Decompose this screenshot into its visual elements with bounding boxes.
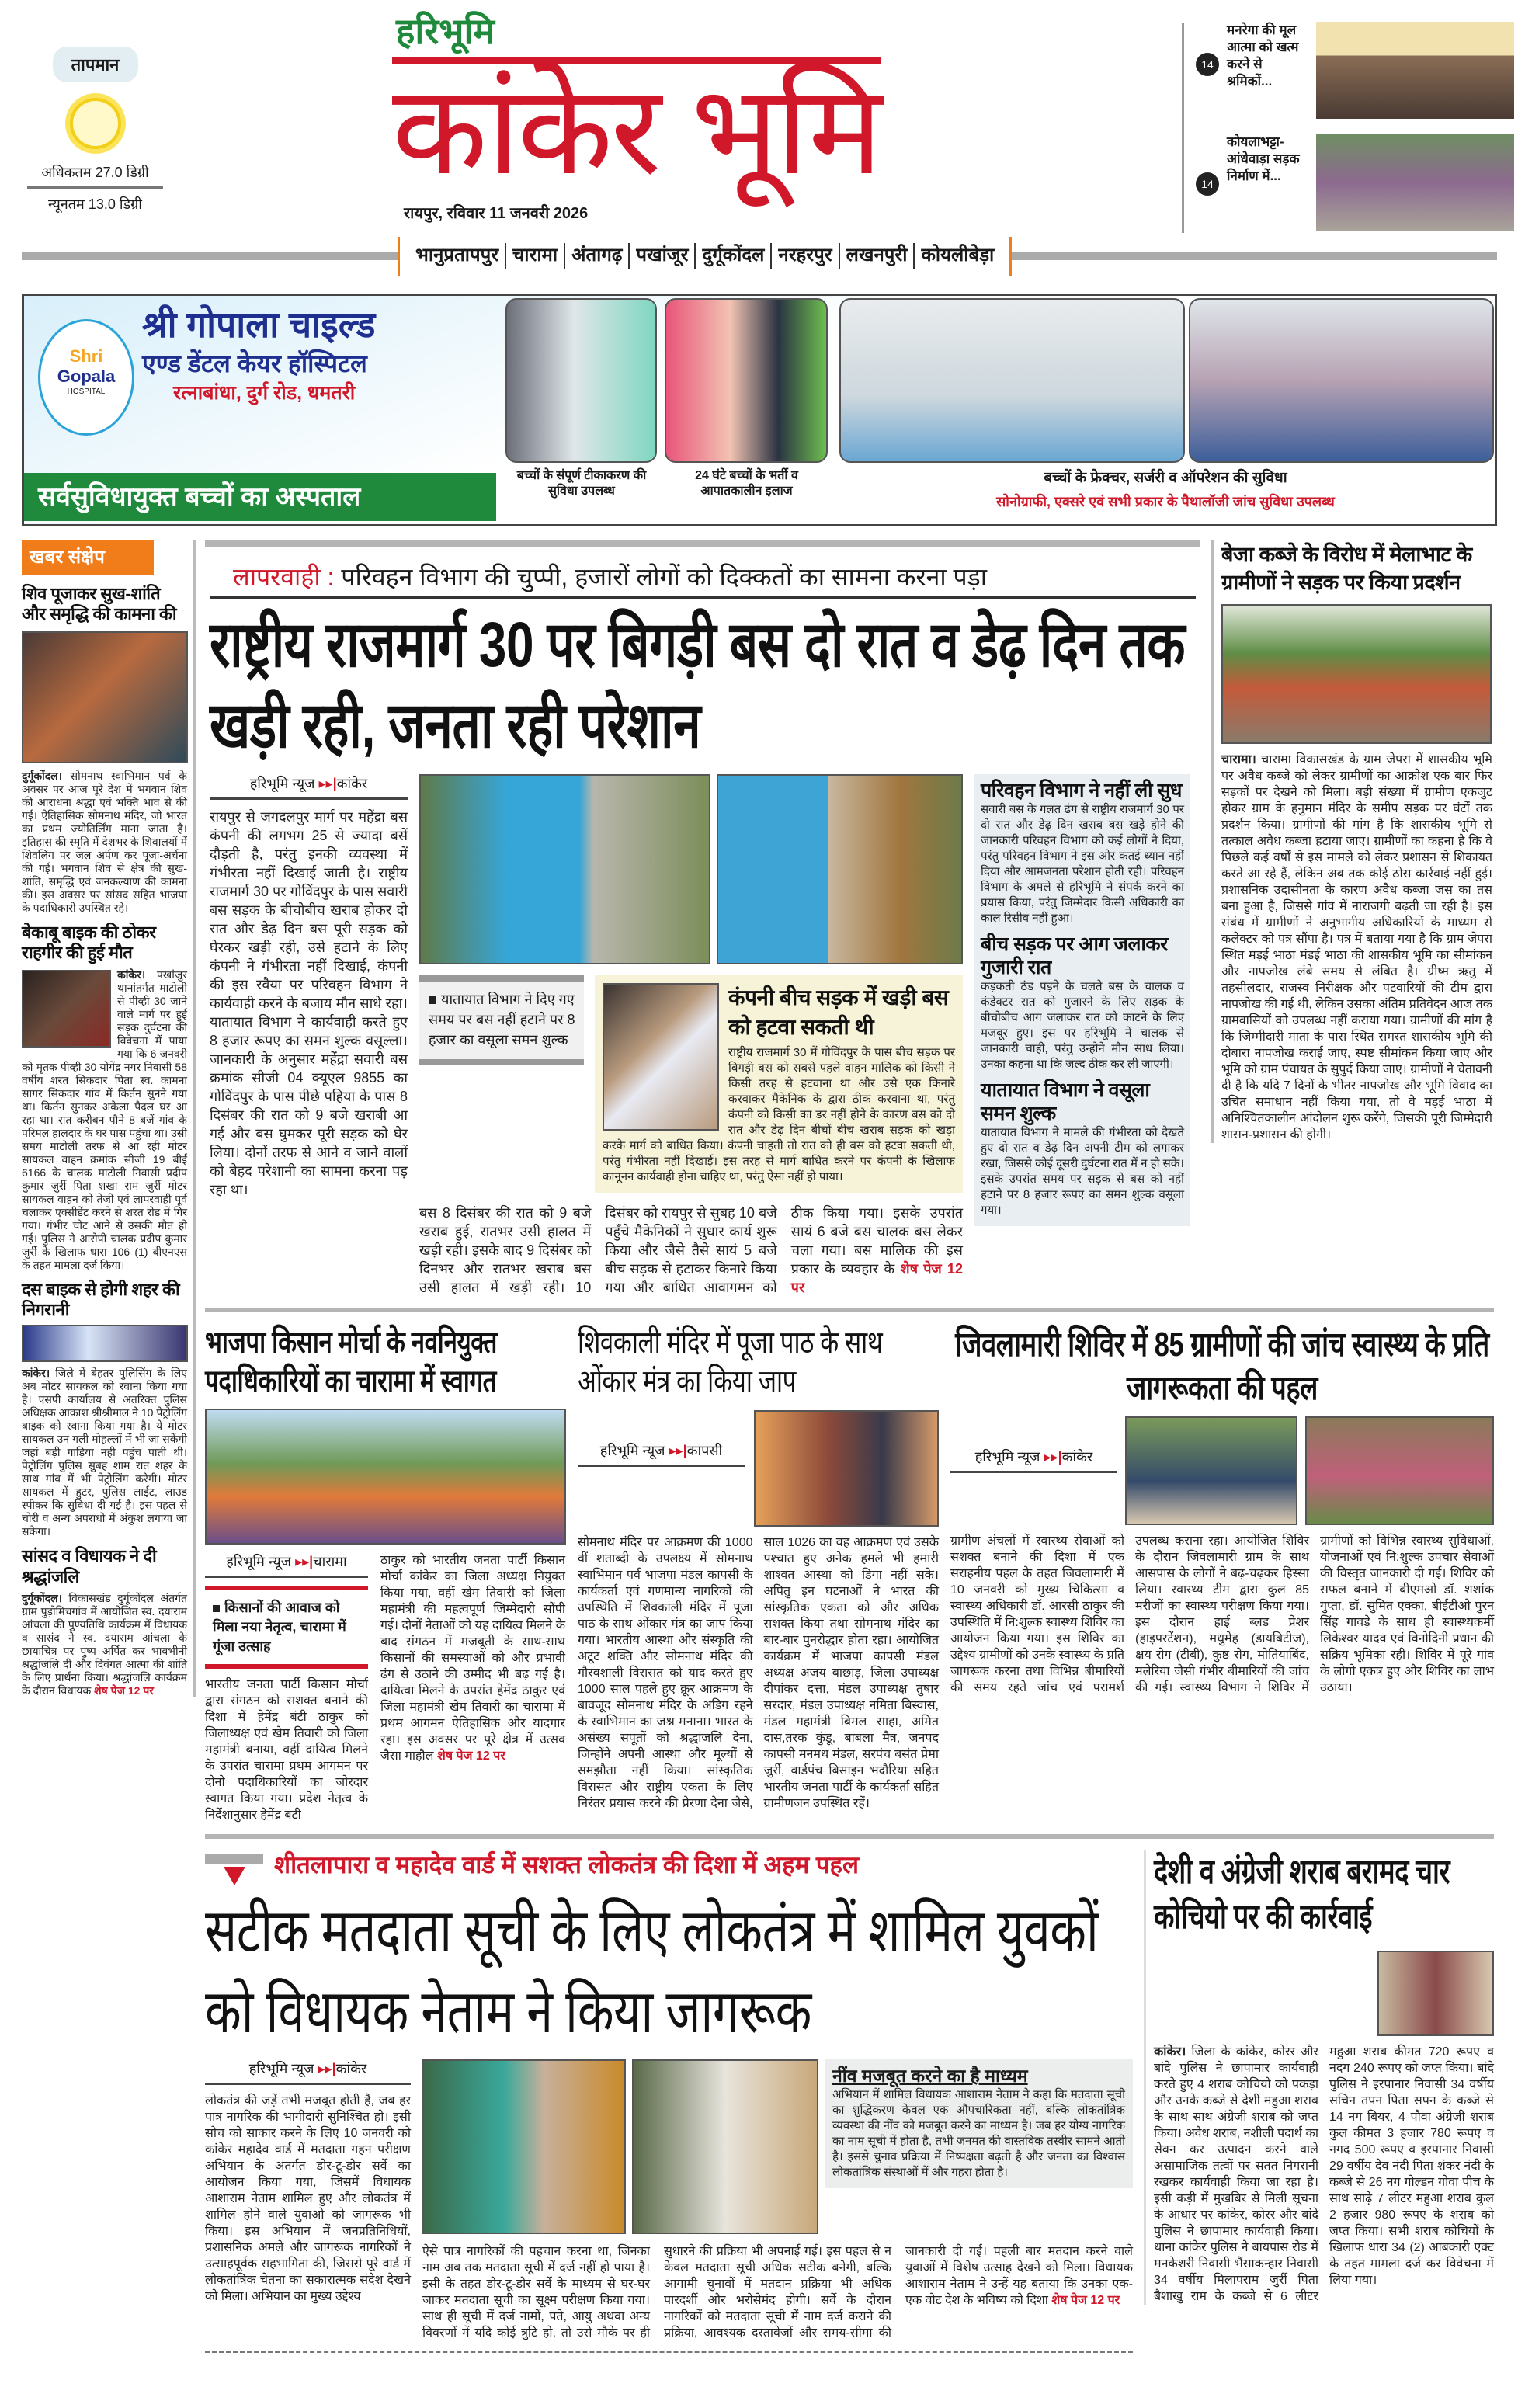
- ad-photo-vaccination: [505, 298, 657, 463]
- teaser-text: कोयलाभट्टा-आंधेवाड़ा सड़क निर्माण में...: [1227, 134, 1300, 183]
- arrow-icon: ▸▸|: [669, 1443, 687, 1458]
- photo-protest: [1221, 604, 1492, 744]
- voter-column-1: हरिभूमि न्यूज ▸▸|कांकेर लोकतंत्र की जड़ें तभी मजबूत होती हैं, जब हर पात्र नागरिक की भागीदारी सुनिश्चित हो। इसी सोच को साकार करने के लिए 10 जनवरी को कांकेर महादेव वार्ड में मतदाता गहन परीक्षण अभियान के अंतर्गत डोर-टू-डोर सर्वे का आयोजन किया गया, जिसमें विधायक आशाराम नेताम शामिल हुए और लोकतंत्र में शामिल होने वाले युवाओ को जागरूक भी किया। इस अभियान में जनप्रतिनिधियों, प्रशासनिक अमले और जागरूक नागरिकों ने उत्साहपूर्वक सहभागिता की, जिससे पूरे वार्ड में लोकतांत्रिक चेतना का सकारात्मक संदेश देखने को मिला। अभियान का मुख्य उद्देश्य: [205, 2061, 411, 2303]
- max-temp: अधिकतम 27.0 डिग्री: [27, 163, 163, 189]
- brief-photo-bikes: [22, 1325, 188, 1362]
- main-area: [205, 540, 1494, 2353]
- sun-icon: [70, 98, 121, 149]
- lead-body: रायपुर से जगदलपुर मार्ग पर महेंद्रा बस कंपनी की लगभग 25 से ज्यादा बसें दौड़ती है, परंतु इनकी व्यवस्था में गंभीरता नहीं दिखाई जाती है। राष्ट्रीय राजमार्ग 30 पर गोविंदपुर के पास सवारी बस सड़क के बीचोबीच खराब होकर दो रात और डेढ़ दिन बस पूरी सड़क को घेरकर खड़ी रही, उसे हटाने के लिए कंपनी ने गंभीरता नहीं दिखाई, कंपनी की इस रवैया पर परिवहन विभाग ने कार्यवाही करने के बजाय मौन साधे रहा। यातायात विभाग ने कार्यवाही करते हुए 8 हजार रूपए का समन शुल्क वसूल्ला। जानकारी के अनुसार महेंद्रा सवारी बस क्रमांक सीजी 04 क्यूएल 9855 का गोविंदपुर के पास पीछे पहिया के पास 8 दिसंबर की रात को 9 बजे खराबी आ गई और बस घुमकर पूरी सड़क को घेर लिया। दोनों तरफ से आने व जाने वालों को बेहद परेशानी का सामना करना पड़ रहा था।: [210, 809, 408, 1197]
- photo-arrested: [1377, 1951, 1494, 2036]
- brief-text: पखांजुर थानांतर्गत माटोली से पीव्ही 30 जाने वाले मार्ग पर हुई सड़क दुर्घटना की विवेचना में पाया गया कि 6 जनवरी को मृतक पीव्ही 30 योगेंद्र नगर निवासी 58 वर्षीय शरत सिकदार पिता स्व. कामना सागर सिकदार गांव में किर्तन सुनने गया था। किर्तन सुनकर अकेला पैदल घर आ रहा था। रात करीबन पौने 8 बजें गांव के परिमल हालदार के घर पास पहुंचा था। उसी समय माटोली तरफ से आ रही मोटर सायकल वाहन क्रमांक सीजी 19 बीई 6166 के चालक माटोली निवासी प्रदीप कुमार जुर्री पिता शखा राम जुर्री मोटर सायकल वाहन को तेजी एवं लापरवाही पूर्व चलाकर एक्सीडेंट करने से शरत रोड में गिर गया। गंभीर चोट आने से उसकी मौत हो गई। पुलिस ने आरोपी चालक प्रदीप कुमार जुर्री के खिलाफ धारा 106 (1) बीएनएस के तहत मामला दर्ज किया।: [22, 968, 187, 1271]
- arrow-icon: ▸▸|: [1044, 1449, 1062, 1465]
- dateline: रायपुर, रविवार 11 जनवरी 2026: [404, 205, 589, 222]
- story-title: भाजपा किसान मोर्चा के नवनियुक्त पदाधिकारियों का चारामा में स्वागत: [205, 1326, 498, 1399]
- bullet-icon: [429, 996, 436, 1004]
- ad-caption-red: सोनोग्राफी, एक्सरे एवं सभी प्रकार के पैथालॉजी जांच सुविधा उपलब्ध: [996, 494, 1335, 509]
- location[interactable]: अंतागढ़: [565, 243, 630, 269]
- weather-box: [27, 47, 163, 214]
- story-title: जिवलामारी शिविर में 85 ग्रामीणों की जांच स्वास्थ्य के प्रति जागरूकता की पहल: [955, 1326, 1489, 1407]
- location[interactable]: दुर्गूकोंदल: [696, 243, 772, 269]
- photo-health-camp-2: [1305, 1416, 1494, 1525]
- voter-box: नींव मजबूत करने का है माध्यम अभियान में शामिल विधायक आशाराम नेताम ने कहा कि मतदाता सूची का शुद्धिकरण केवल एक औपचारिकता नहीं, बल्कि लोकतांत्रिक व्यवस्था की नींव को मजबूत करने का माध्यम है। जब हर योग्य नागरिक का नाम सूची में होता है, तभी जनमत की वास्तविक तस्वीर सामने आती है। इससे चुनाव प्रक्रिया में निष्पक्षता बढ़ती है और जनता का विश्वास लोकतांत्रिक संस्थाओं में और गहरा होता है।: [825, 2059, 1133, 2188]
- ad-photo-doctor: [665, 298, 828, 463]
- arrow-icon: ▸▸|: [295, 1554, 314, 1569]
- health-story: जिवलामारी शिविर में 85 ग्रामीणों की जांच स्वास्थ्य के प्रति जागरूकता की पहल हरिभूमि न्यूज ▸▸|कांकेर ग्रामीण अंचलों में स्वास्थ्य सेवाओं को सशक्त बनाने की दिशा में एक सराहनीय पहल के तहत जिवलामारी में 10 जनवरी को मुख्य चिकित्सा व स्वास्थ्य अधिकारी डॉ. आरसी ठाकुर की उपस्थिति में नि:शुल्क स्वास्थ्य शिविर का आयोजन किया गया। इस शिविर का उद्देश्य ग्रामीणों को उनके स्वास्थ्य के प्रति जागरूक करना तथा विभिन्न बीमारियों की समय रहते जांच एवं परामर्श उपलब्ध कराना रहा। आयोजित शिविर के दौरान जिवलामारी ग्राम के साथ आसपास के लोगों ने बढ़-चढ़कर हिस्सा लिया। स्वास्थ्य टीम द्वारा कुल 85 मरीजों का स्वास्थ्य परीक्षण किया गया। इस दौरान हाई ब्लड प्रेशर (हाइपरटेंशन), मधुमेह (डायबिटीज), क्षय रोग (टीबी), कुष्ठ रोग, मोतियाबिंद, मलेरिया जैसी गंभीर बीमारियों की जांच की गई। स्वास्थ्य विभाग ने शिविर में ग्रामीणों को विभिन्न स्वास्थ्य सुविधाओं, योजनाओं एवं नि:शुल्क उपचार सेवाओं की विस्तृत जानकारी दी गई। शिविर को सफल बनाने में बीएमओ डॉ. शशांक गुप्ता, डॉ. सुमित एक्का, बीईटीओ पुरन सिंह गावड़े के साथ ही स्वास्थ्यकर्मी लिकेश्वर यादव एवं विनोदिनी प्रधान की सक्रिय भूमिका रही। शिविर में पूरे गांव के लोगो एकत्र हुए और शिविर का लाभ उठाया।: [950, 1323, 1494, 1696]
- photo-broken-bus: [419, 774, 710, 964]
- brief-title: सांसद व विधायक ने दी श्रद्धांजलि: [22, 1546, 157, 1586]
- teaser-text: मनरेगा की मूल आत्मा को खत्म करने से श्रमिकों...: [1227, 23, 1299, 89]
- brand-label: हरिभूमि: [396, 11, 495, 51]
- hospital-ad[interactable]: [22, 294, 1497, 526]
- weather-label: तापमान: [53, 47, 138, 82]
- arrow-icon: ▸▸|: [318, 776, 337, 791]
- bjp-quote: किसानों की आवाज को मिला नया नेतृत्व, चारामा में गूंजा उत्साह: [205, 1586, 368, 1669]
- lead-story: [205, 540, 1200, 1297]
- photo-temple: [754, 1410, 939, 1527]
- right-story: बेजा कब्जे के विरोध में मेलाभाट के ग्रामीणों ने सड़क पर किया प्रदर्शन चारामा। चारामा विकासखंड के ग्राम जेपरा में शासकीय भूमि पर अवैध कब्जे को लेकर ग्रामीणों का आक्रोश एक बार फिर सड़कों पर देखने को मिला। बड़ी संख्या में ग्रामीण एकजुट होकर ग्राम के हनुमान मंदिर के समीप सड़क पर घंटों तक प्रदर्शन किया। ग्रामीणों की मांग है कि शासकीय भूमि से तत्काल अवैध कब्जा हटाया जाए। ग्रामीणों का कहना है कि वे पिछले कई वर्षों से इस मामले को लेकर प्रशासन से शिकायत करते आ रहे हैं, लेकिन अब तक कोई ठोस कार्रवाई नहीं हुई। प्रशासनिक उदासीनता के कारण अवैध कब्जा जस का तस बना हुआ है, जिससे गांव में नाराजगी बढ़ती जा रही है। इस संबंध में ग्रामीणों ने अनुभागीय अधिकारियों के माध्यम से कलेक्टर को पत्र सौंपा है। पत्र में बताया गया है कि ग्राम जेपरा स्थित मड़ई भाठा मंडई भाठा की शासकीय भूमि का सीमांकन और नापजोख लंबे समय से लंबित है। ग्रीष्म ऋतु में तहसीलदार, राजस्व निरीक्षक और पटवारियों की टीम द्वारा नापजोख की गई थी, लेकिन उसका अंतिम प्रतिवेदन आज तक ग्रामवासियों को उपलब्ध नहीं कराया गया। ग्रामीणों की मांग है कि जिम्मीदारी माता के पास स्थित समस्त शासकीय भूमि की दोबारा नापजोख कराई जाए, स्पष्ट सीमांकन किया जाए और भूमि को ग्राम पंचायत के सुपुर्द किया जाए। ग्रामीणों ने चेतावनी दी है कि यदि 7 दिनों के भीतर नापजोख और भूमि विवाद का उचित समाधान नहीं किया गया, तो वे मड़ई भाठा में अनिश्चितकालीन आंदोलन शुरू करेंगे, जिसकी पूरी जिम्मेदारी शासन-प्रशासन की होगी।: [1211, 540, 1492, 1143]
- location-strip: [398, 237, 1012, 276]
- lead-column-2: बस 8 दिसंबर की रात को 9 बजे खराब हुई, रातभर उसी हालत में खड़ी रही। इसके बाद 9 दिसंबर को दिनभर और रातभर खराब बस उसी हालत में खड़ी रही। 10 दिसंबर को रायपुर से सुबह 10 बजे पहुँचे मैकेनिकों ने सुधार कार्य शुरू किया और जैसे तैसे सायं 5 बजे बीच सड़क से हटाकर किनारे किया गया और बाधित आवागमन को ठीक किया गया। इसके उपरांत सायं 6 बजे बस चालक बस लेकर चला गया। बस मालिक की इस प्रकार के व्यवहार के शेष पेज 12 पर: [419, 1205, 963, 1295]
- teaser-divider: [1182, 23, 1184, 233]
- brief-text: सोमनाथ स्वाभिमान पर्व के अवसर पर आज पूरे देश में भगवान शिव की आराधना श्रद्धा एवं भक्ति भाव से की गई। ऐतिहासिक सोमनाथ मंदिर, जो भारत का प्रथम ज्योतिर्लिंग माना जाता है। इतिहास की स्मृति में देशभर के शिवालयों में शिवलिंग पर जल अर्पण कर पूजा-अर्चना की गई। भगवान शिव से क्षेत्र की सुख-शांति, समृद्धि एवं जनकल्याण की कामना की। इस अवसर पर सांसद सहित भाजपा के पदाधिकारी उपस्थित रहे।: [22, 769, 187, 914]
- shivkali-story: शिवकाली मंदिर में पूजा पाठ के साथ ओंकार मंत्र का किया जाप हरिभूमि न्यूज ▸▸|कापसी सोमनाथ मंदिर पर आक्रमण की 1000 वीं शताब्दी के उपलक्ष्य में सोमनाथ स्वाभिमान पर्व भाजपा मंडल कापसी के कार्यकर्ता एवं गणमान्य नागरिकों की उपस्थिति में शिवकाली मंदिर में पूजा पाठ के साथ ओंकार मंत्र का जाप किया गया। भारतीय आस्था और संस्कृति की अटूट शक्ति और सोमनाथ मंदिर की गौरवशाली विरासत को याद करते हुए 1000 साल पहले हुए क्रूर आक्रमण के बावजूद सोमनाथ मंदिर के अडिग रहने के स्वाभिमान का जश्न मनाना। भारत के असंख्य सपूतों को श्रद्धांजलि देना, जिन्होंने अपनी आस्था और मूल्यों से समझौता नहीं किया। सांस्कृतिक विरासत और राष्ट्रीय एकता के लिए निरंतर प्रयास करने की प्रेरणा देना जैसे, साल 1026 का वह आक्रमण एवं उसके पश्चात हुए अनेक हमले भी हमारी शाश्वत आस्था को डिगा नहीं सके। अपितु इन घटनाओं ने भारत की सांस्कृतिक एकता को और अधिक सशक्त किया तथा सोमनाथ मंदिर का बार-बार पुनरोद्धार होता रहा। आयोजित कार्यक्रम में भाजपा कापसी मंडल अध्यक्ष अजय बाछाड़, जिला उपाध्यक्ष दीपांकर दत्ता, मंडल उपाध्यक्ष तुषार सरदार, मंडल उपाध्यक्ष नमिता बिस्वास, मंडल महामंत्री बिमल साहा, अमित दास,तरक कुंडू, बाबला मैत्र, जनपद कापसी मनमथ मंडल, सरपंच बसंत प्रेमा जुर्री, वार्डपंच बिसाइन भदौरिया सहित भारतीय जनता पार्टी के कार्यकर्ता सहित ग्रामीणजन उपस्थित रहें।: [578, 1323, 939, 1812]
- story-title: देशी व अंग्रेजी शराब बरामद चार कोचियो पर की कार्रवाई: [1154, 1853, 1450, 1936]
- row-second: [205, 1308, 1494, 1823]
- arrow-icon: ▸▸|: [318, 2061, 336, 2076]
- location[interactable]: भानुप्रतापपुर: [409, 243, 506, 269]
- hospital-logo: Shri Gopala HOSPITAL: [38, 319, 134, 436]
- masthead: [0, 0, 1518, 287]
- bullet-icon: [213, 1605, 220, 1612]
- bjp-story: भाजपा किसान मोर्चा के नवनियुक्त पदाधिकारियों का चारामा में स्वागत हरिभूमि न्यूज ▸▸|चारामा किसानों की आवाज को मिला नया नेतृत्व, चारामा में गूंजा उत्साह भारतीय जनता पार्टी किसान मोर्चा द्वारा संगठन को सशक्त बनाने की दिशा में हेमेंद्र बंटी ठाकुर को जिलाध्यक्ष एवं खेम तिवारी को जिला महामंत्री बनाया, वहीं दायित्व मिलने के उपरांत चारामा प्रथम आगमन पर दोनो पदाधिकारियों का जोरदार स्वागत किया गया। प्रदेश नेतृत्व के निर्देशानुसार हेमेंद्र बंटी ठाकुर को भारतीय जनता पार्टी किसान मोर्चा कांकेर का जिला अध्यक्ष नियुक्त किया गया, वहीं खेम तिवारी को जिला महामंत्री की महत्वपूर्ण जिम्मेदारी सौंपी गई। दोनों नेताओं को यह दायित्व मिलने के बाद संगठन में मजबूती के साथ-साथ किसानों की समस्याओं को और प्रभावी ढंग से उठाने की उम्मीद भी बढ़ गई है। दायित्वा मिलने के उपरांत हेमेंद्र ठाकुर एवं जिला महामंत्री खेम तिवारी का चारामा में प्रथम आगमन ऐतिहासिक और यादगार रहा। इस अवसर पर पूरे क्षेत्र में उत्सव जैसा माहौल शेष पेज 12 पर: [205, 1323, 566, 1823]
- masthead-title: कांकेर भूमि: [392, 57, 881, 197]
- chevron-icon: [224, 1867, 245, 1885]
- voter-headline: सटीक मतदाता सूची के लिए लोकतंत्र में शामिल युवकों को विधायक नेताम ने किया जागरूक: [205, 1896, 1099, 2045]
- kicker-label: लापरवाही :: [233, 563, 335, 591]
- photo-health-camp: [1125, 1416, 1297, 1525]
- page-body: [22, 540, 1497, 2353]
- ad-caption: 24 घंटे बच्चों के भर्ती व आपातकालीन इलाज: [695, 469, 798, 498]
- ad-caption: बच्चों के फ्रेक्चर, सर्जरी व ऑपरेशन की सुविधा: [1044, 470, 1287, 486]
- news-briefs: खबर संक्षेप शिव पूजाकर सुख-शांति और समृद्धि की कामना की दुर्गूकोंदल। सोमनाथ स्वाभिमान पर्व के अवसर पर आज पूरे देश में भगवान शिव की आराधना श्रद्धा एवं भक्ति भाव से की गई। ऐतिहासिक सोमनाथ मंदिर, जो भारत का प्रथम ज्योतिर्लिंग माना जाता है। इतिहास की स्मृति में देशभर के शिवालयों में शिवलिंग पर जल अर्पण कर पूजा-अर्चना की गई। भगवान शिव से क्षेत्र की सुख-शांति, समृद्धि एवं जनकल्याण की कामना की। इस अवसर पर सांसद सहित भाजपा के पदाधिकारी उपस्थित रहे। बेकाबू बाइक की ठोकर राहगीर की हुई मौत कांकेर। पखांजुर थानांतर्गत माटोली से पीव्ही 30 जाने वाले मार्ग पर हुई सड़क दुर्घटना की विवेचना में पाया गया कि 6 जनवरी को मृतक पीव्ही 30 योगेंद्र नगर निवासी 58 वर्षीय शरत सिकदार पिता स्व. कामना सागर सिकदार गांव में किर्तन सुनने गया था। किर्तन सुनकर अकेला पैदल घर आ रहा था। रात करीबन पौने 8 बजें गांव के परिमल हालदार के घर पास पहुंचा था। उसी समय माटोली तरफ से आ रही मोटर सायकल वाहन क्रमांक सीजी 19 बीई 6166 के चालक माटोली निवासी प्रदीप कुमार जुर्री पिता शखा राम जुर्री मोटर सायकल वाहन को तेजी एवं लापरवाही पूर्व चलाकर एक्सीडेंट करने से शरत रोड में गिर गया। गंभीर चोट आने से उसकी मौत हो गई। पुलिस ने आरोपी चालक प्रदीप कुमार जुर्री के खिलाफ धारा 106 (1) बीएनएस के तहत मामला दर्ज किया। दस बाइक से होगी शहर की निगरानी कांकेर। जिले में बेहतर पुलिसिंग के लिए अब मोटर सायकल को रवाना किया गया है। एसपी कार्यालय से अतरिक्त पुलिस अधिक्षक आकाश श्रीश्रीमाल ने 10 पेट्रोलिंग बाइक को रवाना किया गया है। ये मोटर सायकल उन गली मोहल्लों में भी जा सकेंगी जहां बड़ी गाड़िया नही पहुंच पाती थी। पेट्रोलिंग पुलिस सुबह शाम रात शहर के साथ गांव में भी पेट्रोलिंग करेगी। मोटर सायकल में हुटर, पुलिस लाईट, लाउड स्पीकर कि सुविधा दी गई है। इस पहल से चोरी व अन्य अपराधो में अंकुश लगाया जा सकेगा। सांसद व विधायक ने दी श्रद्धांजलि दुर्गूकोंदल। विकासखंड दुर्गूकोंदल अंतर्गत ग्राम पुड़ोमिचगांव में आयोजित स्व. दयाराम आंचला की पुण्यतिथि कार्यक्रम में विधायक व सासंद ने स्व. दयाराम आंचला के छायाचित्र पर पुष्प अर्पित कर भावभीनी श्रद्धांजलि दी और दिवंगत आत्मा की शांति के लिए प्रार्थना किया। श्रद्धांजलि कार्यक्रम के दौरान विधायक शेष पेज 12 पर: [22, 540, 196, 1697]
- photo-bjp-group: [205, 1409, 566, 1545]
- row-lead: [205, 540, 1494, 1297]
- teaser[interactable]: [1196, 134, 1514, 233]
- ad-photo-ward-2: [1189, 298, 1494, 463]
- location[interactable]: पखांजूर: [630, 243, 696, 269]
- voter-kicker-mark: [205, 1850, 263, 1885]
- photo-door-to-door: [422, 2059, 626, 2234]
- location[interactable]: नरहरपुर: [772, 243, 839, 269]
- continued-link[interactable]: शेष पेज 12 पर: [790, 1261, 963, 1295]
- lead-column-1: हरिभूमि न्यूज ▸▸|कांकेर रायपुर से जगदलपुर मार्ग पर महेंद्रा बस कंपनी की लगभग 25 से ज्यादा बसें दौड़ती है, परंतु इनकी व्यवस्था में गंभीरता नहीं दिखाई जाती है। राष्ट्रीय राजमार्ग 30 पर गोविंदपुर के पास सवारी बस सड़क के बीचोबीच खराब होकर दो रात और डेढ़ दिन बस पूरी सड़क को घेरकर खड़ी रही, उसे हटाने के लिए कंपनी ने गंभीरता नहीं दिखाई, कंपनी की इस रवैया पर परिवहन विभाग ने कार्यवाही करने के बजाय मौन साधे रहा। यातायात विभाग ने कार्यवाही करते हुए 8 हजार रूपए का समन शुल्क वसूल्ला। जानकारी के अनुसार महेंद्रा सवारी बस क्रमांक सीजी 04 क्यूएल 9855 का गोविंदपुर के पास पीछे पहिया के पास 8 दिसंबर की रात को 9 बजे खराबी आ गई और बस घुमकर पूरी सड़क को घेर लिया। दोनों तरफ से आने व जाने वालों को बेहद परेशानी का सामना करना पड़ रहा था।: [210, 776, 408, 1197]
- photo-challan-receipt: [603, 983, 719, 1131]
- voter-kicker: शीतलापारा व महादेव वार्ड में सशक्त लोकतंत्र की दिशा में अहम पहल: [274, 1851, 859, 1878]
- section-label: खबर संक्षेप: [22, 540, 154, 575]
- brief-title: दस बाइक से होगी शहर की निगरानी: [22, 1279, 180, 1319]
- ad-text-block: [142, 302, 495, 406]
- teaser[interactable]: [1196, 22, 1514, 121]
- teaser-photo: [1316, 22, 1514, 119]
- teaser-photo: [1316, 134, 1514, 231]
- lead-middle: [419, 774, 963, 1297]
- brief-photo-accident: [22, 970, 111, 1048]
- row-third: [205, 1834, 1494, 2353]
- continued-link[interactable]: शेष पेज 12 पर: [94, 1684, 154, 1697]
- brief-photo-puja: [22, 631, 188, 763]
- location[interactable]: लखनपुरी: [840, 243, 915, 269]
- page-badge: 14: [1196, 172, 1219, 196]
- ad-title: श्री गोपाला चाइल्ड: [142, 304, 376, 345]
- voter-columns: ऐसे पात्र नागरिकों की पहचान करना था, जिनका नाम अब तक मतदाता सूची में दर्ज नहीं हो पाया है। इसी के तहत डोर-टू-डोर सर्वे के माध्यम से घर-घर जाकर मतदाता सूची का सूक्ष्म परीक्षण किया गया। साथ ही सूची में दर्ज नामों, पते, आयु अथवा अन्य विवरणों में यदि कोई त्रुटि हो, तो उसे मौके पर ही सुधारने की प्रक्रिया भी अपनाई गई। इस पहल से न केवल मतदाता सूची अधिक सटीक बनेगी, बल्कि आगामी चुनावों में मतदान प्रक्रिया भी अधिक पारदर्शी और भरोसेमंद होगी। सर्वे के दौरान नागरिकों को मतदाता सूची में नाम दर्ज कराने की प्रक्रिया, आवश्यक दस्तावेजों और समय-सीमा की जानकारी दी गई। पहली बार मतदान करने वाले युवाओं में विशेष उत्साह देखने को मिला। विधायक आशाराम नेताम ने उन्हें यह बताया कि उनका एक-एक वोट देश के भविष्य को दिशा शेष पेज 12 पर: [422, 2245, 1133, 2340]
- kicker-text: परिवहन विभाग की चुप्पी, हजारों लोगों को दिक्कतों का सामना करना पड़ा: [341, 563, 988, 591]
- location[interactable]: कोयलीबेड़ा: [921, 245, 995, 266]
- ad-tagline: सर्वसुविधायुक्त बच्चों का अस्पताल: [24, 473, 496, 521]
- company-box: [595, 975, 963, 1193]
- box-title: कंपनी बीच सड़क में खड़ी बस को हटवा सकती थी: [728, 985, 949, 1039]
- photo-bus-police: [717, 774, 963, 964]
- continued-link[interactable]: शेष पेज 12 पर: [436, 1750, 505, 1763]
- brief-title: बेकाबू बाइक की ठोकर राहगीर की हुई मौत: [22, 922, 156, 963]
- box-title: नींव मजबूत करने का है माध्यम: [832, 2066, 1028, 2086]
- ad-subtitle: एण्ड डेंटल केयर हॉस्पिटल: [142, 349, 367, 377]
- ad-caption: बच्चों के संपूर्ण टीकाकरण की सुविधा उपलब्ध: [516, 469, 647, 498]
- brief-text: विकासखंड दुर्गूकोंदल अंतर्गत ग्राम पुड़ोमिचगांव में आयोजित स्व. दयाराम आंचला की पुण्यतिथि कार्यक्रम में विधायक व सासंद ने स्व. दयाराम आंचला के छायाचित्र पर पुष्प अर्पित कर भावभीनी श्रद्धांजलि दी और दिवंगत आत्मा की शांति के लिए प्रार्थना किया। श्रद्धांजलि कार्यक्रम के दौरान विधायक: [22, 1592, 188, 1697]
- photo-mla-walk: [632, 2059, 818, 2234]
- page-badge: 14: [1196, 53, 1219, 76]
- brief-title: शिव पूजाकर सुख-शांति और समृद्धि की कामना की: [22, 584, 177, 624]
- min-temp: न्यूनतम 13.0 डिग्री: [48, 196, 142, 212]
- ad-photo-ward: [839, 298, 1185, 463]
- voter-story: [205, 1850, 1133, 2353]
- lead-headline: राष्ट्रीय राजमार्ग 30 पर बिगड़ी बस दो रात व डेढ़ दिन तक खड़ी रही, जनता रही परेशान: [210, 610, 1186, 761]
- lead-kicker: [210, 561, 1196, 599]
- continued-link[interactable]: शेष पेज 12 पर: [1051, 2294, 1120, 2307]
- location[interactable]: चारामा: [506, 243, 565, 269]
- lead-sidebar: परिवहन विभाग ने नहीं ली सुध सवारी बस के गलत ढंग से राष्ट्रीय राजमार्ग 30 पर दो रात और डेढ़ दिन खराब बस खड़े होने की जानकारी परिवहन विभाग को कई लोगों ने दिया, परंतु परिवहन विभाग ने इस ओर कतई ध्यान नहीं दिया और आमजनता परेशान होती रही। परिवहन विभाग के अमले से हरिभूमि ने संपर्क करने का प्रयास किया, परंतु जिम्मेदार किसी अधिकारी का काल रिसीव नहीं हुआ। बीच सड़क पर आग जलाकर गुजारी रात कड़कती ठंड पड़ने के चलते बस के चालक व कंडेक्टर रात को गुजारने के लिए सड़क के बीचोबीच आग जलाकर रात को काटने के लिए मजबूर हुए। इस पर हरिभूमि ने चालक से जानकारी चाही, परंतु उन्होने मौन साध लिया। उनका कहना था कि जल्द ठीक कर ली जाएगी। यातायात विभाग ने वसूला समन शुल्क यातायात विभाग ने मामले की गंभीरता को देखते हुए दो रात व डेढ़ दिन अपनी टीम को लगाकर रखा, जिससे कोई दूसरी दुर्घटना रात में न हो सके। इसके उपरांत समय पर सड़क से बस को नहीं हटाने पर 8 हजार रूपए का समन शुल्क वसूला गया।: [974, 774, 1190, 1226]
- ad-address: रत्नाबांधा, दुर्ग रोड, धमतरी: [173, 382, 356, 404]
- story-title: बेजा कब्जे के विरोध में मेलाभाट के ग्रामीणों ने सड़क पर किया प्रदर्शन: [1221, 543, 1472, 594]
- liquor-story: देशी व अंग्रेजी शराब बरामद चार कोचियो पर की कार्रवाई कांकेर। जिला के कांकेर, कोरर और बांदे पुलिस ने छापामार कार्यवाही करते हुए 4 शराब कोचियो को पकड़ा और उनके कब्जे से देशी महुआ शराब के साथ साथ अंग्रेजी शराब को जप्त किया। अवैध शराब, नशीली पदार्थ का सेवन कर उत्पादन करने वाले असामाजिक तत्वों पर सतत निगरानी रखकर कार्यवाही किया जा रहा है। इसी कड़ी में मुखबिर से मिली सूचना के आधार पर कांकेर, कोरर और बांदे पुलिस ने छापामार कार्यवाही किया। थाना कांकेर पुलिस ने बायपास रोड में मनकेशरी निवासी भैंसाकन्हार निवासी 34 वर्षीय मिलापराम जुर्री पिता बैशाखु राम के कब्जे से 6 लीटर महुआ शराब कीमत 720 रूपए व नदग 240 रूपए को जप्त किया। बांदे पुलिस ने इरपानार निवासी 34 वर्षीय सचिन तपन पिता सपन के कब्जे से 14 नग बियर, 4 पौवा अंग्रेजी शराब कुल कीमत 3 हजार 780 रूपए व नगद 500 रूपए व इरपानार निवासी 29 वर्षीय देव नंदी पिता शंकर नंदी के कब्जे से 26 नग गोल्डन गोवा पीच के साथ साढ़े 7 लीटर महुआ शराब कुल 2 हजार 980 रूपए के शराब को जप्त किया। सभी शराब कोचियों के खिलाफ धारा 34 (2) आबकारी एक्ट के तहत मामला दर्ज कर विवेचना में लिया गया।: [1144, 1850, 1494, 2305]
- brief-text: जिले में बेहतर पुलिसिंग के लिए अब मोटर सायकल को रवाना किया गया है। एसपी कार्यालय से अतरिक्त पुलिस अधिक्षक आकाश श्रीश्रीमाल ने 10 पेट्रोलिंग बाइक को रवाना किया गया है। ये मोटर सायकल उन गली मोहल्लों में भी जा सकेंगी जहां बड़ी गाड़िया नही पहुंच पाती थी। पेट्रोलिंग पुलिस सुबह शाम रात शहर के साथ गांव में भी पेट्रोलिंग करेगी। मोटर सायकल में हुटर, पुलिस लाईट, लाउड स्पीकर कि सुविधा दी गई है। इस पहल से चोरी व अन्य अपराधो में अंकुश लगाया जा सकेगा।: [22, 1367, 187, 1538]
- story-title: शिवकाली मंदिर में पूजा पाठ के साथ ओंकार मंत्र का किया जाप: [578, 1326, 883, 1399]
- box-text: राष्ट्रीय राजमार्ग 30 में गोविंदपुर के पास बीच सड़क पर बिगड़ी बस को सबसे पहले वाहन मालिक को किसी ने किसी तरह से हटवाना था और उसे एक किनारे करवाकर मैकेनिक के द्वारा ठीक करवाना था, परंतु कंपनी को किसी का डर नहीं होने के कारण बस को दो रात और डेढ़ दिन बीचों बीच खराब सड़क को खड़ा करके मार्ग को बाधित किया। कंपनी चाहती तो रात को ही बस को हटवा सकती थी, परंतु गंभीरता नहीं दिखाई। इस तरह से मार्ग बाधित करने पर कंपनी के खिलाफ कानूनन कार्यवाही होना चाहिए था, परंतु ऐसा नहीं हो पाया।: [603, 1046, 955, 1183]
- pull-quote: यातायात विभाग ने दिए गए समय पर बस नहीं हटाने पर 8 हजार का वसूला समन शुल्क: [419, 975, 584, 1065]
